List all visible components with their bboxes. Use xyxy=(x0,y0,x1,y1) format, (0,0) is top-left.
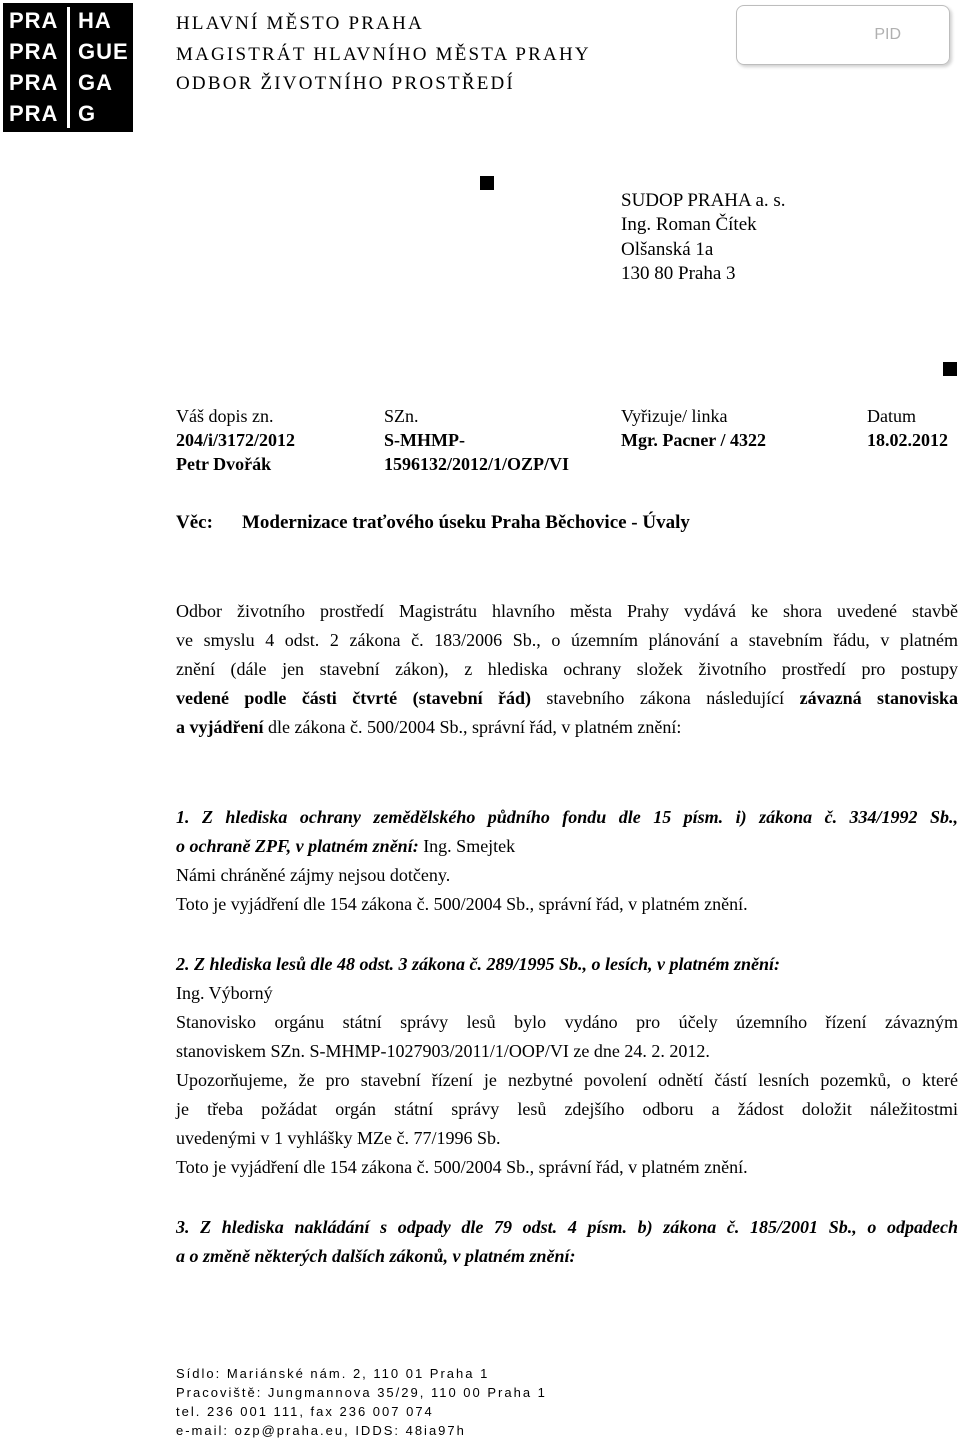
section2-line: Upozorňujeme, že pro stavební řízení je nezbytné povolení odnětí částí lesních pozemků, o které xyxy=(176,1070,958,1090)
intro-line: ve smyslu 4 odst. 2 zákona č. 183/2006 Sb., o územním plánování a stavebním řádu, v platném xyxy=(176,630,958,650)
footer-seat: Sídlo: Mariánské nám. 2, 110 01 Praha 1 xyxy=(176,1366,490,1381)
ref-file-number-cont: 1596132/2012/1/OZP/VI xyxy=(384,454,570,474)
section1-official: Ing. Smejtek xyxy=(423,836,516,856)
ref-date-label: Datum xyxy=(867,406,916,426)
ref-your-letter-person: Petr Dvořák xyxy=(176,454,272,474)
logo-text: PRA xyxy=(9,70,59,95)
intro-line xyxy=(176,713,958,741)
section2-line: Stanovisko orgánu státní správy lesů bylo vydáno pro účely územního řízení závazným xyxy=(176,1012,958,1032)
section2-heading: 2. Z hlediska lesů dle 48 odst. 3 zákona č. 289/1995 Sb., o lesích, v platném znění: xyxy=(176,954,781,974)
section3-heading: 3. Z hlediska nakládání s odpady dle 79 odst. 4 písm. b) zákona č. 185/2001 Sb., o odpadech xyxy=(176,1217,958,1237)
section3-heading-cont: a o změně některých dalších zákonů, v platném znění: xyxy=(176,1246,576,1266)
ref-date: 18.02.2012 xyxy=(867,430,948,450)
pid-box xyxy=(736,5,950,65)
header-city: HLAVNÍ MĚSTO PRAHA xyxy=(176,13,424,34)
ref-file-label: SZn. xyxy=(384,406,419,426)
praha-logo xyxy=(3,3,133,132)
section1-line: Námi chráněné zájmy nejsou dotčeny. xyxy=(176,865,451,885)
intro-line xyxy=(176,684,958,712)
footer-email: e-mail: ozp@praha.eu, IDDS: 48ia97h xyxy=(176,1423,466,1438)
intro-text: stavebního zákona následující xyxy=(546,688,785,708)
intro-line: Odbor životního prostředí Magistrátu hlavního města Prahy vydává ke shora uvedené stavbě xyxy=(176,601,958,621)
intro-bold: závazná stanoviska xyxy=(799,688,959,708)
section1-heading-text: o ochraně ZPF, v platném znění: xyxy=(176,836,419,856)
subject-text: Modernizace traťového úseku Praha Běchovice - Úvaly xyxy=(242,512,690,533)
section2-line: uvedenými v 1 vyhlášky MZe č. 77/1996 Sb. xyxy=(176,1128,501,1148)
recipient-name: SUDOP PRAHA a. s. xyxy=(621,190,786,211)
recipient-person: Ing. Roman Čítek xyxy=(621,214,757,235)
section1-line: Toto je vyjádření dle 154 zákona č. 500/2004 Sb., správní řád, v platném znění. xyxy=(176,894,748,914)
footer-office: Pracoviště: Jungmannova 35/29, 110 00 Praha 1 xyxy=(176,1385,547,1400)
ref-file-number: S-MHMP- xyxy=(384,430,465,450)
recipient-street: Olšanská 1a xyxy=(621,239,714,260)
logo-text: PRA xyxy=(9,8,59,33)
address-mark xyxy=(480,176,494,190)
section2-line: je třeba požádat orgán státní správy lesů zdejšího odboru a žádost doložit náležitostmi xyxy=(176,1099,958,1119)
intro-bold: vedené podle části čtvrté (stavební řád) xyxy=(176,688,531,708)
logo-text: PRA xyxy=(9,101,59,126)
ref-handler-label: Vyřizuje/ linka xyxy=(621,406,728,426)
logo-text: GUE xyxy=(78,39,129,64)
intro-line xyxy=(176,655,958,683)
section2-line: Toto je vyjádření dle 154 zákona č. 500/2004 Sb., správní řád, v platném znění. xyxy=(176,1157,748,1177)
section2-official: Ing. Výborný xyxy=(176,983,273,1003)
ref-handler: Mgr. Pacner / 4322 xyxy=(621,430,766,450)
header-magistrate: MAGISTRÁT HLAVNÍHO MĚSTA PRAHY xyxy=(176,44,591,65)
intro-text: znění (dále jen stavební zákon), z hlediska ochrany složek životního prostředí pro postupy xyxy=(176,659,958,679)
header-department: ODBOR ŽIVOTNÍHO PROSTŘEDÍ xyxy=(176,73,515,94)
logo-divider xyxy=(67,7,70,128)
ref-your-letter-label: Váš dopis zn. xyxy=(176,406,274,426)
fold-mark xyxy=(943,362,957,376)
section1-heading: 1. Z hlediska ochrany zemědělského půdního fondu dle 15 písm. i) zákona č. 334/1992 Sb., xyxy=(176,807,958,827)
logo-text: G xyxy=(78,101,97,126)
ref-your-letter-number: 204/i/3172/2012 xyxy=(176,430,296,450)
footer-phone: tel. 236 001 111, fax 236 007 074 xyxy=(176,1404,434,1419)
logo-text: HA xyxy=(78,8,112,33)
intro-text: dle zákona č. 500/2004 Sb., správní řád, v platném znění: xyxy=(268,717,682,737)
section1-heading-cont xyxy=(176,832,958,860)
logo-text: PRA xyxy=(9,39,59,64)
pid-label: PID xyxy=(874,26,901,43)
recipient-city: 130 80 Praha 3 xyxy=(621,263,736,284)
subject-label: Věc: xyxy=(176,512,213,533)
section2-line: stanoviskem SZn. S-MHMP-1027903/2011/1/OOP/VI ze dne 24. 2. 2012. xyxy=(176,1041,710,1061)
logo-text: GA xyxy=(78,70,113,95)
intro-bold: a vyjádření xyxy=(176,717,264,737)
